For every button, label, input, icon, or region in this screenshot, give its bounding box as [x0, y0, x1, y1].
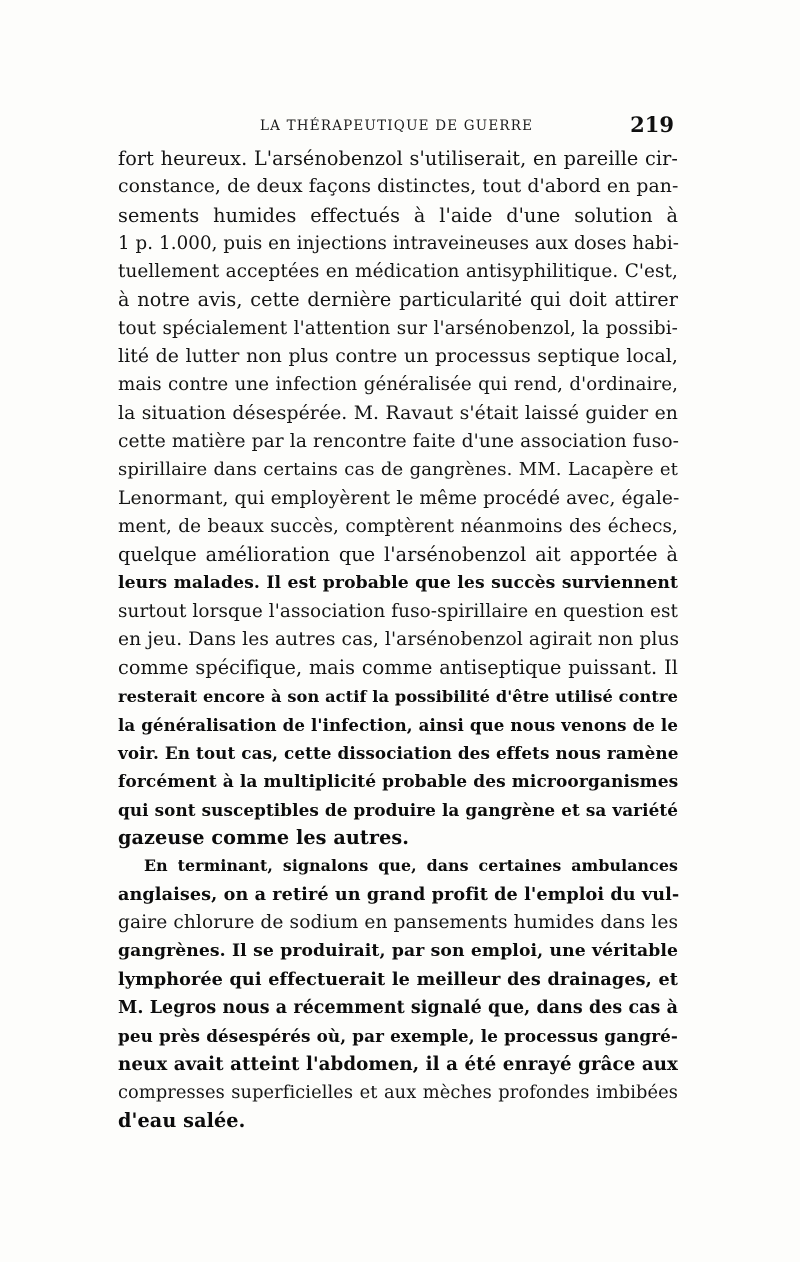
text-line: gaire chlorure de sodium en pansements humides dans les: [118, 912, 679, 934]
text-line: Lenormant, qui employèrent le même procédé avec, égale-: [118, 487, 680, 509]
text-line: constance, de deux façons distinctes, tout d'abord en pan-: [118, 176, 679, 198]
text-line: d'eau salée.: [118, 1109, 246, 1133]
text-line: gazeuse comme les autres.: [118, 826, 410, 850]
text-line: En terminant, signalons que, dans certaines ambulances: [144, 856, 678, 876]
text-line: M. Legros nous a récemment signalé que, dans des cas à: [118, 997, 678, 1018]
text-line: tuellement acceptées en médication antisyphilitique. C'est,: [118, 261, 678, 283]
text-line: la situation désespérée. M. Ravaut s'était laissé guider en: [118, 402, 678, 424]
text-line: forcément à la multiplicité probable des microorganismes: [118, 771, 679, 792]
text-line: peu près désespérés où, par exemple, le processus gangré-: [118, 1026, 678, 1047]
text-line: lymphorée qui effectuerait le meilleur des drainages, et: [118, 968, 678, 990]
text-line: spirillaire dans certains cas de gangrènes. MM. Lacapère et: [118, 459, 678, 481]
text-line: mais contre une infection généralisée qui rend, d'ordinaire,: [118, 374, 678, 396]
text-line: gangrènes. Il se produirait, par son emploi, une véritable: [118, 941, 678, 962]
text-line: voir. En tout cas, cette dissociation des effets nous ramène: [118, 743, 679, 764]
running-head: [118, 112, 674, 142]
text-line: ment, de beaux succès, comptèrent néanmoins des échecs,: [118, 515, 678, 537]
text-line: neux avait atteint l'abdomen, il a été enrayé grâce aux: [118, 1053, 678, 1075]
text-line: la généralisation de l'infection, ainsi que nous venons de le: [118, 714, 678, 735]
text-line: à notre avis, cette dernière particularité qui doit attirer: [118, 288, 678, 312]
text-line: surtout lorsque l'association fuso-spirillaire en question est: [118, 600, 678, 622]
page-number: 219: [630, 112, 674, 137]
text-line: comme spécifique, mais comme antiseptique puissant. Il: [118, 656, 678, 680]
text-line: sements humides effectués à l'aide d'une solution à: [118, 203, 678, 227]
text-line: leurs malades. Il est probable que les succès surviennent: [118, 573, 678, 594]
text-line: fort heureux. L'arsénobenzol s'utiliserait, en pareille cir-: [118, 147, 678, 170]
text-line: en jeu. Dans les autres cas, l'arsénobenzol agirait non plus: [118, 629, 680, 651]
text-line: tout spécialement l'attention sur l'arsénobenzol, la possibi-: [118, 317, 678, 339]
text-line: anglaises, on a retiré un grand profit de l'emploi du vul-: [118, 883, 680, 905]
paragraph-1: [118, 145, 678, 852]
text-line: qui sont susceptibles de produire la gangrène et sa variété: [118, 799, 678, 820]
text-line: compresses superficielles et aux mèches profondes imbibées: [118, 1081, 678, 1103]
text-line: lité de lutter non plus contre un processus septique local,: [118, 346, 678, 368]
text-line: resterait encore à son actif la possibilité d'être utilisé contre: [118, 686, 678, 706]
paragraph-2: [118, 852, 678, 1135]
body-text: [118, 145, 678, 1135]
text-line: 1 p. 1.000, puis en injections intraveineuses aux doses habi-: [118, 232, 680, 254]
text-line: cette matière par la rencontre faite d'une association fuso-: [118, 430, 680, 452]
text-line: quelque amélioration que l'arsénobenzol ait apportée à: [118, 543, 678, 567]
running-title: LA THÉRAPEUTIQUE DE GUERRE: [260, 118, 534, 134]
